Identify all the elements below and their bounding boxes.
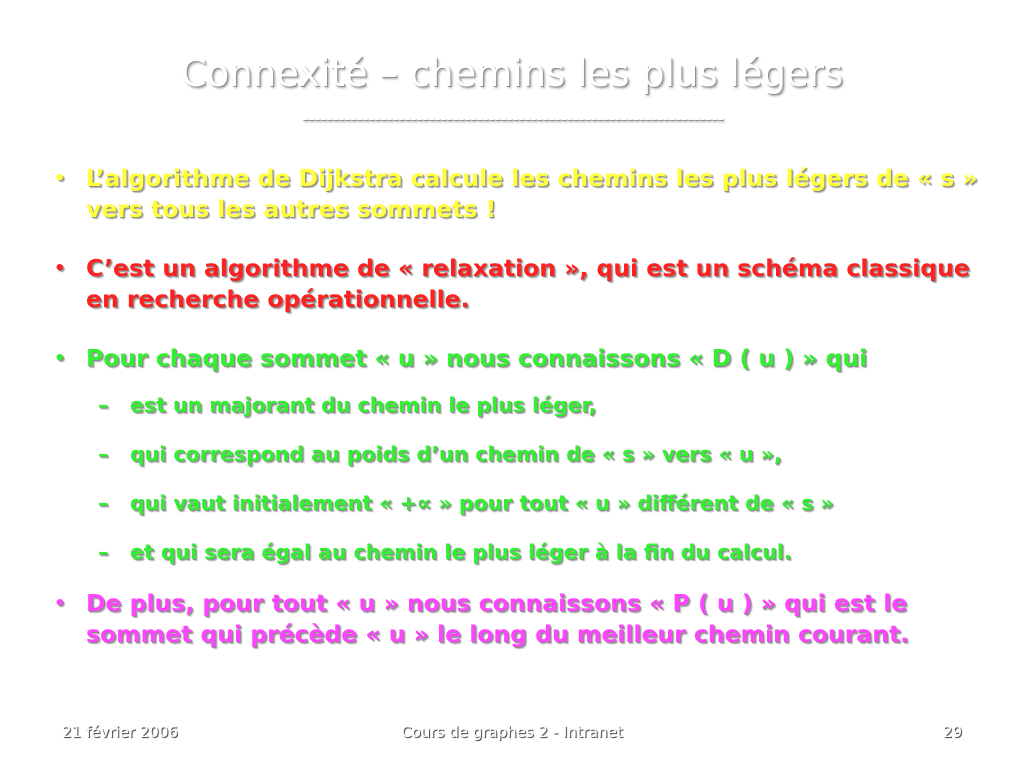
sub-bullet-text: qui vaut initialement « +∝ » pour tout « u » différent de « s »	[130, 491, 834, 515]
bullet-icon: •	[54, 258, 66, 279]
footer-date: 21 février 2006	[62, 723, 178, 741]
bullet-icon: •	[54, 348, 66, 369]
bullet-p-of-u	[50, 588, 1000, 650]
bullet-d-of-u	[50, 343, 1000, 374]
sub-bullet-text: et qui sera égal au chemin le plus léger à la fin du calcul.	[130, 540, 792, 564]
dash-icon: –	[98, 393, 109, 417]
dash-icon: –	[98, 442, 109, 466]
sub-bullet-majorant	[50, 392, 1000, 419]
bullet-text: L’algorithme de Dijkstra calcule les chemins les plus légers de « s » vers tous les autres sommets !	[86, 164, 978, 223]
dash-icon: –	[98, 540, 109, 564]
bullet-dijkstra	[50, 163, 1000, 225]
slide-title: Connexité – chemins les plus légers	[180, 52, 844, 95]
footer-course: Cours de graphes 2 - Intranet	[401, 723, 623, 741]
bullet-icon: •	[54, 168, 66, 189]
slide-content	[50, 163, 1000, 650]
footer-page-number: 29	[942, 723, 962, 741]
sub-bullet-text: qui correspond au poids d’un chemin de « s » vers « u »,	[130, 442, 782, 466]
title-underline: ----------------------------------------------------------------------	[301, 106, 723, 130]
sub-bullet-initial	[50, 490, 1000, 517]
bullet-text: De plus, pour tout « u » nous connaissons « P ( u ) » qui est le sommet qui précède « u » le long du meilleur chemin courant.	[86, 589, 910, 648]
bullet-relaxation	[50, 253, 1000, 315]
bullet-icon: •	[54, 593, 66, 614]
bullet-text: C’est un algorithme de « relaxation », qui est un schéma classique en recherche opérationnelle.	[86, 254, 970, 313]
sub-bullet-final	[50, 539, 1000, 566]
sub-bullet-text: est un majorant du chemin le plus léger,	[130, 393, 597, 417]
dash-icon: –	[98, 491, 109, 515]
bullet-text: Pour chaque sommet « u » nous connaissons « D ( u ) » qui	[86, 344, 868, 372]
sub-bullet-poids	[50, 441, 1000, 468]
